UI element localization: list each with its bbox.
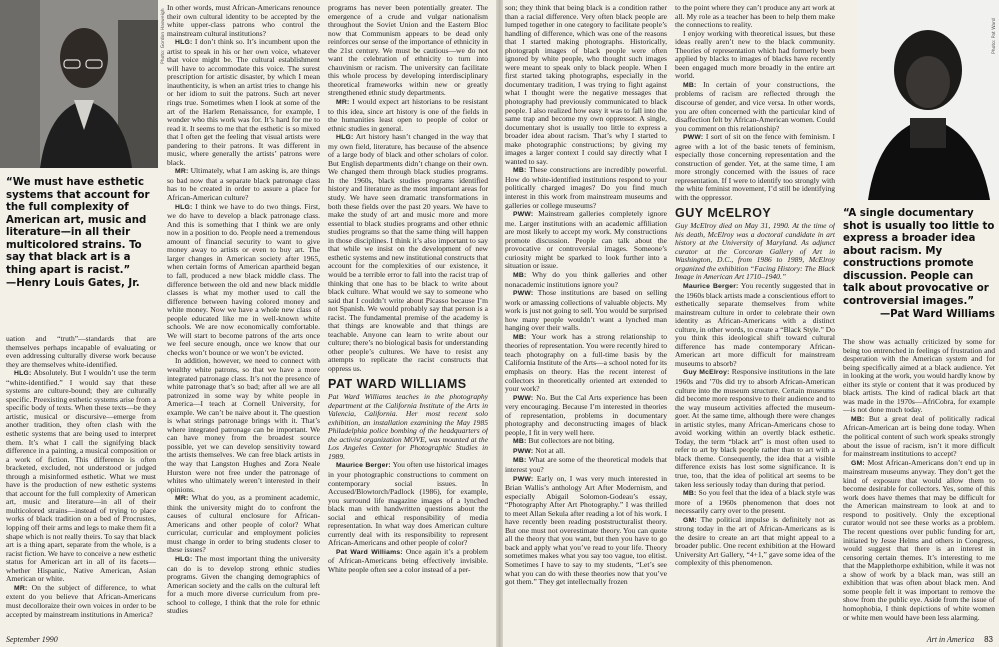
paragraph: In other words, must African-Americans renounce their own cultural identity to be accepted by the white upper-class patrons who control the mainstream cultural institutions? — [167, 4, 320, 38]
paragraph: Maurice Berger: You recently suggested that in the 1960s black artists made a conscientious effort to esthetically separate themselves from white mainstream culture in order to celebrate their own identity as African-Americans with a distinct culture, in other words, to create a “Black Style.” Do you think this ideological shift toward cultural difference has made contemporary African-American art more difficult for mainstream museums to absorb? — [675, 280, 835, 368]
paragraph: HLG: Art history hasn’t changed in the way that my own field, literature, has because of the absence of a large body of black and other scholars of color. But English departments didn’t change on their own. We changed them through black studies programs. In the 1960s, black studies programs identified history and literature as the most important areas for study. We have seen dramatic transformations in both these fields over the past 20 years. We have to make the study of art and music more and more essential to black studies programs and other ethnic studies programs so that the same thing will happen in those disciplines. I think it’s also important to say that while we insist on the development of new esthetic systems and new institutional constructs that account for the complexities of our existence, it would be a terrible error to fall into the racist trap of thinking that one has to be black to write about black culture. What would we say to someone who said that I couldn’t write about Picasso because I’m not Spanish. We would probably say that person is a racist. The fundamental premise of the academy is that things are knowable and that things are teachable. Anyone can learn to write about our culture; there’s no biological basis for understanding other people’s cultures. We have to resist any attempts to replicate the racist constructs that oppress us. — [328, 132, 488, 373]
pullquote — [843, 208, 995, 322]
speaker-label: PWW: — [513, 475, 534, 483]
article-column-6 — [843, 338, 995, 627]
speaker-label: GM: — [851, 459, 865, 467]
speaker-label: MR: — [14, 584, 28, 592]
speaker-label: PWW: — [513, 447, 534, 455]
speaker-label: HLG: — [336, 134, 354, 142]
speaker-label: PWW: — [683, 134, 704, 142]
paragraph: PWW: Mainstream galleries completely ignore me. Larger institutions with an academic affiliation are most likely to accept my work. My constructions promote discussion. People can talk about the provocative or controversial images. Someone’s curiosity might be sparked to look further into a situation or issue. — [505, 209, 667, 271]
folio-date: September 1990 — [6, 635, 58, 644]
paragraph: PWW: Early on, I was very much interested in Brian Wallis’s anthology Art After Modernism, and especially Abigail Solomon-Godeau’s essay, “Photography After Art Photography.” I was thrilled to meet Allan Sekula after reading a lot of his work. I have recently been reading poststructuralist theory. But one must not overestimate theory. You can quote all the theory that you want, but then you have to go back and apply what you’ve read to your life. Theory sometimes makes what you say too vague, too elitist. Sometimes I have to say to my students, “Let’s see what you can do with these theories now that you’ve got them.” They get intellectually frozen — [505, 473, 667, 587]
paragraph: MR: Ultimately, what I am asking is, are things so bad now that a separate black patronage class has to be created in order to assure a place for African-American culture? — [167, 166, 320, 203]
paragraph: MB: Why do you think galleries and other nonacademic institutions ignore you? — [505, 269, 667, 289]
paragraph: MB: In certain of your constructions, the problems of racism are reflected through the discourse of gender, and vice versa. In other words, you are often concerned with the particular kind of disaffection felt by African-American women. Could you comment on this relationship? — [675, 79, 835, 133]
speaker-label: HLG: — [175, 39, 193, 47]
portrait-photo-williams — [858, 0, 999, 200]
bio-mcelroy: Guy McElroy died on May 31, 1990. At the time of his death, McElroy was a doctoral candidate in art history at the University of Maryland. As adjunct curator at the Corcoran Gallery of Art in Washington, D.C., from 1986 to 1989, McElroy organized the exhibition “Facing History: The Black Image in American Art 1710–1940.” — [675, 221, 835, 282]
paragraph: I enjoy working with theoretical issues, but these ideas really aren’t new to the black community. Theories of representation which had formerly been applied by blacks to images of blacks have recently been engaged much more broadly in the entire art world. — [675, 28, 835, 81]
speaker-label: MB: — [513, 457, 527, 465]
section-heading-williams: PAT WARD WILLIAMS — [328, 376, 467, 391]
speaker-label: MR: — [336, 99, 350, 107]
paragraph: PWW: I sort of sit on the fence with feminism. I agree with a lot of the basic tenets of feminism, especially those concerning representation and the construction of gender. Yet, at the same time, I am more strongly concerned with the issues of race representation. If I were to identify too strongly with the white feminist movement, I’d still be identifying with the oppressor. — [675, 132, 835, 203]
paragraph: MB: But collectors are not biting. — [513, 436, 615, 446]
speaker-label: Guy McElroy: — [683, 369, 730, 377]
paragraph: uation and “truth”—standards that are themselves perhaps incapable of evaluating or even addressing culturally diverse work because they are themselves white-identified. — [6, 335, 156, 369]
speaker-label: PWW: — [513, 394, 534, 402]
photo-credit: Photo: Gordon Hasweigh — [161, 8, 166, 64]
paragraph: to the point where they can’t produce any art work at all. My role as a teacher has been to help them make the connections to reality. — [675, 4, 835, 30]
speaker-label: MB: — [683, 490, 697, 498]
speaker-label: PWW: — [513, 211, 534, 219]
speaker-label: MB: — [513, 167, 527, 175]
speaker-label: MB: — [683, 81, 697, 89]
speaker-label: MR: — [175, 495, 189, 503]
article-column-4 — [505, 4, 667, 627]
speaker-label: Maurice Berger: — [336, 462, 391, 470]
portrait-photo-gates — [0, 0, 158, 168]
paragraph: PWW: No. But the Cal Arts experience has been very encouraging. Because I’m interested in theories of representation, problems in documentary photography and deconstructing images of black people, I fit in very well here. — [505, 392, 667, 437]
paragraph: programs has never been potentially greater. The emergence of a crude and vulgar nationalism throughout the Soviet Union and the Eastern Bloc now that Communism appears to be dead only reinforces our sense of the importance of ethnicity in the 21st century. We must be cautious—we do not want the celebration of ethnicity to turn into chauvinism or racism. The university can facilitate this whole process by developing interdisciplinary theoretical frameworks within new or greatly strengthened ethnic study departments. — [328, 4, 488, 98]
paragraph: MB: But a great deal of politically radical African-American art is being done today. When the political content of such work speaks strongly about the issue of racism, isn’t it more difficult for mainstream institutions to accept? — [843, 413, 995, 459]
article-column-2 — [167, 4, 320, 627]
paragraph: MR: What do you, as a prominent academic, think the university might do to confront the causes of cultural enclosure for African-Americans and other people of color? What curricular, curricular and employment policies must change in order to bring students closer to these issues? — [167, 493, 320, 555]
paragraph: Pat Ward Williams: Once again it’s a problem of African-Americans being effectively invisible. White people often see a color instead of a per- — [328, 546, 488, 574]
speaker-label: HLG: — [175, 556, 193, 563]
section-heading-mcelroy: GUY McELROY — [675, 205, 772, 220]
speaker-label: Maurice Berger: — [683, 282, 739, 290]
paragraph: The show was actually criticized by some for being too entrenched in feelings of frustration and desperation with the American system and for being specifically aimed at a black audience. Yet in looking at the work, you would hardly know by either its style or content that it was produced by black artists. The kind of radical black art that was made in the 1970s—AfriCobra, for example—is not done much today. — [843, 338, 995, 415]
speaker-label: Pat Ward Williams: — [336, 548, 403, 556]
article-column-1 — [6, 335, 156, 627]
portrait-photo-gates-figure — [0, 0, 158, 168]
speaker-label: GM: — [683, 516, 697, 524]
pullquote-attribution: —Henry Louis Gates, Jr. — [6, 278, 140, 289]
photo-credit: Photo: Pat Ward — [992, 18, 997, 54]
pullquote-attribution: —Pat Ward Williams — [879, 309, 995, 320]
paragraph: Guy McElroy: Responsive institutions in the late 1960s and ’70s did try to absorb African-American culture into the museum structure. Certain museums did become more responsive to their audience and to the way museum activities affected the museum-goer. At the same time, although there were changes in artistic styles, many African-Americans chose to avoid working within an overtly black esthetic. Today, the term “black art” is most often used to refer to art by black people rather than to art with a black theme. Consequently, the idea that a visible difference exists has lost some significance. It is true, too, that the idea of political art seems to be taken less seriously today than during that period. — [675, 367, 835, 489]
paragraph: MR: On the subject of difference, to what extent do you believe that African-Americans must decolloraize their own voices in order to be accepted by mainstream institutions in America? — [6, 582, 156, 619]
left-page — [0, 0, 496, 647]
paragraph: GM: Most African-Americans don’t end up in mainstream museums anyway. They don’t get the kind of exposure that would allow them to become desirable for collectors. Yes, some of this work does have themes that may be difficult for the American mainstream to look at and to respond to positively. Only the exceptional curator would not see these works as a problem. The recent questions over public funding for art, initiated by Jesse Helms and others in Congress, would suggest that there is an interest in censoring certain themes. It’s interesting to me that the Mapplethorpe exhibition, while it was not a show of work by a black man, was still an exhibition that was often about black men. And some people felt it was important to remove the show from the public eye. Aside from the issue of homophobia, I think depictions of white women or white men would have been less alarming. — [843, 457, 995, 622]
pullquote-text: “We must have esthetic systems that account for the full complexity of American art, music and literature—in all their multicolored strains. To say that black art is a thing apart is racist.” — [6, 177, 150, 276]
speaker-label: PWW: — [513, 290, 534, 298]
paragraph: HLG: The most important thing the university can do is to develop strong ethnic studies programs. Given the changing demographics of American society and the calls on the cultural left for a much more diverse curriculum from pre-school to college, I think that the role for ethnic studies — [167, 554, 320, 616]
paragraph: son; they think that being black is a condition rather than a racial difference. Very often black people are lumped together in one category to facilitate people’s handling of difference, which was one of the reasons that I started making photographs. Historically, photograph images of black people were often ignored by white people, who thought such images were meant to speak only to black people. When I first started taking photographs, especially in the documentary tradition, I was trying to fight against what I thought were the negative messages that photography had previously communicated to black people. I also realized how easy it was to fall into the same trap and become my own oppressor. A single, documentary shot is usually too little to express a broader idea about racism. That’s why I started to make photographic constructions; by giving my images a larger context I could say directly what I wanted to say. — [505, 4, 667, 166]
paragraph: HLG: Absolutely. But I wouldn’t use the term “white-identified.” I would say that these systems are culture-bound; they are culturally specific. Preexisting esthetic systems arise from a specific body of texts. When these texts—be they artistic, musical or discursive—emerge from another tradition, they often clash with the esthetic systems that are being used to interpret them. It’s what I call the signifying black difference in a painting, a musical composition or a work of fiction. This difference is often bracketed, excluded, not understood or judged through a misinformed esthetic. What we must have is the production of new esthetic systems that account for the full complexity of American art, music and literature—in all of their multicolored strains—instead of trying to place works of black tradition on a bed of Procrustes, lopping off their arms and legs to make them fit a shape which is not really theirs. To say that black art is a thing apart, separate from the whole, is a racist fiction. We have to conceive a new esthetic status for American art in all of its facets—whether Hispanic, Native American, Asian American or white. — [6, 368, 156, 584]
paragraph: HLG: I think we have to do two things. First, we do have to develop a black patronage class. And this is something that I think we are only now in a position to do. People need a tremendous amount of financial security to want to give money away to artists or even to buy art. The larger changes in American society after 1965, when certain forms of American apartheid began to fall, produced a new black middle class. The difference between the old and new black middle classes is what my mother used to call the difference between having colored money and white money. Now we have a whole new class of people educated like me in well-known white schools. We are now economically comfortable. We will start to become patrons of the arts once we feel secure enough, once we know that our checks won’t bounce or we won’t be evicted. — [167, 201, 320, 357]
folio-magazine: Art in America — [926, 635, 975, 644]
article-column-3 — [328, 4, 488, 627]
article-column-5 — [675, 4, 835, 627]
paragraph: MB: So you feel that the idea of a black style was more of a 1960s phenomenon that does not necessarily carry over to the present. — [675, 488, 835, 516]
paragraph: MB: These constructions are incredibly powerful. How do white-identified institutions respond to your politically charged images? Do you find much interest in this work from mainstream museums and galleries or college museums? — [505, 165, 667, 210]
paragraph: MR: I would expect art historians to be resistant to this idea, since art history is one of the fields in the humanities least open to people of color or ethnic studies in general. — [328, 97, 488, 133]
speaker-label: MR: — [175, 168, 189, 176]
pullquote — [6, 177, 156, 291]
speaker-label: HLG: — [175, 203, 193, 211]
pullquote-text: “A single documentary shot is usually too little to express a broader idea about racism. My constructions promote discussion. People can talk about provocative or controversial images.” — [843, 208, 995, 307]
bio-williams: Pat Ward Williams teaches in the photography department at the California Institute of the Arts in Valencia, California. Her most recent solo exhibition, an installation examining the May 1985 Philadelphia police bombing of the headquarters of the activist organization MOVE, was mounted at the Los Angeles Center for Photographic Studies in 1989. — [328, 392, 488, 461]
paragraph: MB: What are some of the theoretical models that interest you? — [505, 455, 667, 474]
paragraph: PWW: Not at all. — [513, 445, 566, 455]
portrait-photo-williams-figure — [858, 0, 999, 200]
paragraph: Maurice Berger: You often use historical images in your photographic constructions to comment on contemporary social issues. In Accused/Blowtorch/Padlock (1986), for example, you surround life magazine images of a lynched black man with handwritten questions about the social and ethical responsibility of media representation. In what way does American culture currently deal with its responsibility to represent African-Americans and other people of color? — [328, 460, 488, 548]
speaker-label: MB: — [851, 415, 865, 423]
folio — [927, 635, 993, 644]
speaker-label: MB: — [513, 333, 527, 341]
speaker-label: MB: — [513, 271, 527, 279]
paragraph: In addition, however, we need to connect with wealthy white patrons, so that we have a more integrated patronage class. It’s not the presence of white patronage that’s so bad; after all we are all patronized in some way by white people in America—I teach at Cornell University, for example. We can’t be naive about it. The question is what strings patronage brings with it. That’s where integrated patronage can be important. We can have money from the broadest source possible, yet we can develop sensitivity toward the artists themselves. We can free black artists in the way that Langston Hughes and Zora Neale Hurston were not free under the patronage of whites who ultimately weren’t interested in their opinions. — [167, 356, 320, 494]
page-number: 83 — [984, 635, 993, 644]
paragraph: GM: The political impulse is definitely not as strong today in the art of African-Americans as is the desire to create an art that might appeal to a broader public. One recent exhibition at the Howard University Art Gallery, “4+1,” gave some idea of the complexity of this phenomenon. — [675, 514, 835, 568]
speaker-label: MB: — [513, 438, 527, 446]
paragraph: MB: Your work has a strong relationship to theories of representation. You were recently hired to teach photography on a full-time basis by the California Institute of the Arts—a school noted for its emphasis on theory. Has the recent interest of collectors in theoretically oriented art extended to your work? — [505, 331, 667, 394]
speaker-label: HLG: — [14, 370, 32, 378]
paragraph: HLG: I don’t think so. It’s incumbent upon the artist to speak in his or her own voice, whatever that voice might be. The cultural establishment will have to accommodate this voice. The surest prescription for artistic disaster, by which I mean inauthenticity, is when an artist tries to change his or her idiom to suit the patrons. Such art never rings true. Sometimes when I look at some of the art of the Harlem Renaissance, for example, I wonder who this work was for. It’s hard for me to read it. It seems to me that the esthetic is so mixed that I often get the feeling that visual artists were pandering to their patrons. It was different in music, where generally the artists’ patrons were black. — [167, 37, 320, 167]
page-gutter — [496, 0, 503, 647]
folio — [6, 635, 58, 644]
paragraph: PWW: Those institutions are based on selling work or amassing collections of valuable objects. My work is just not going to sell. You would be surprised how many people wouldn’t want a lynched man hanging over their walls. — [505, 288, 667, 333]
